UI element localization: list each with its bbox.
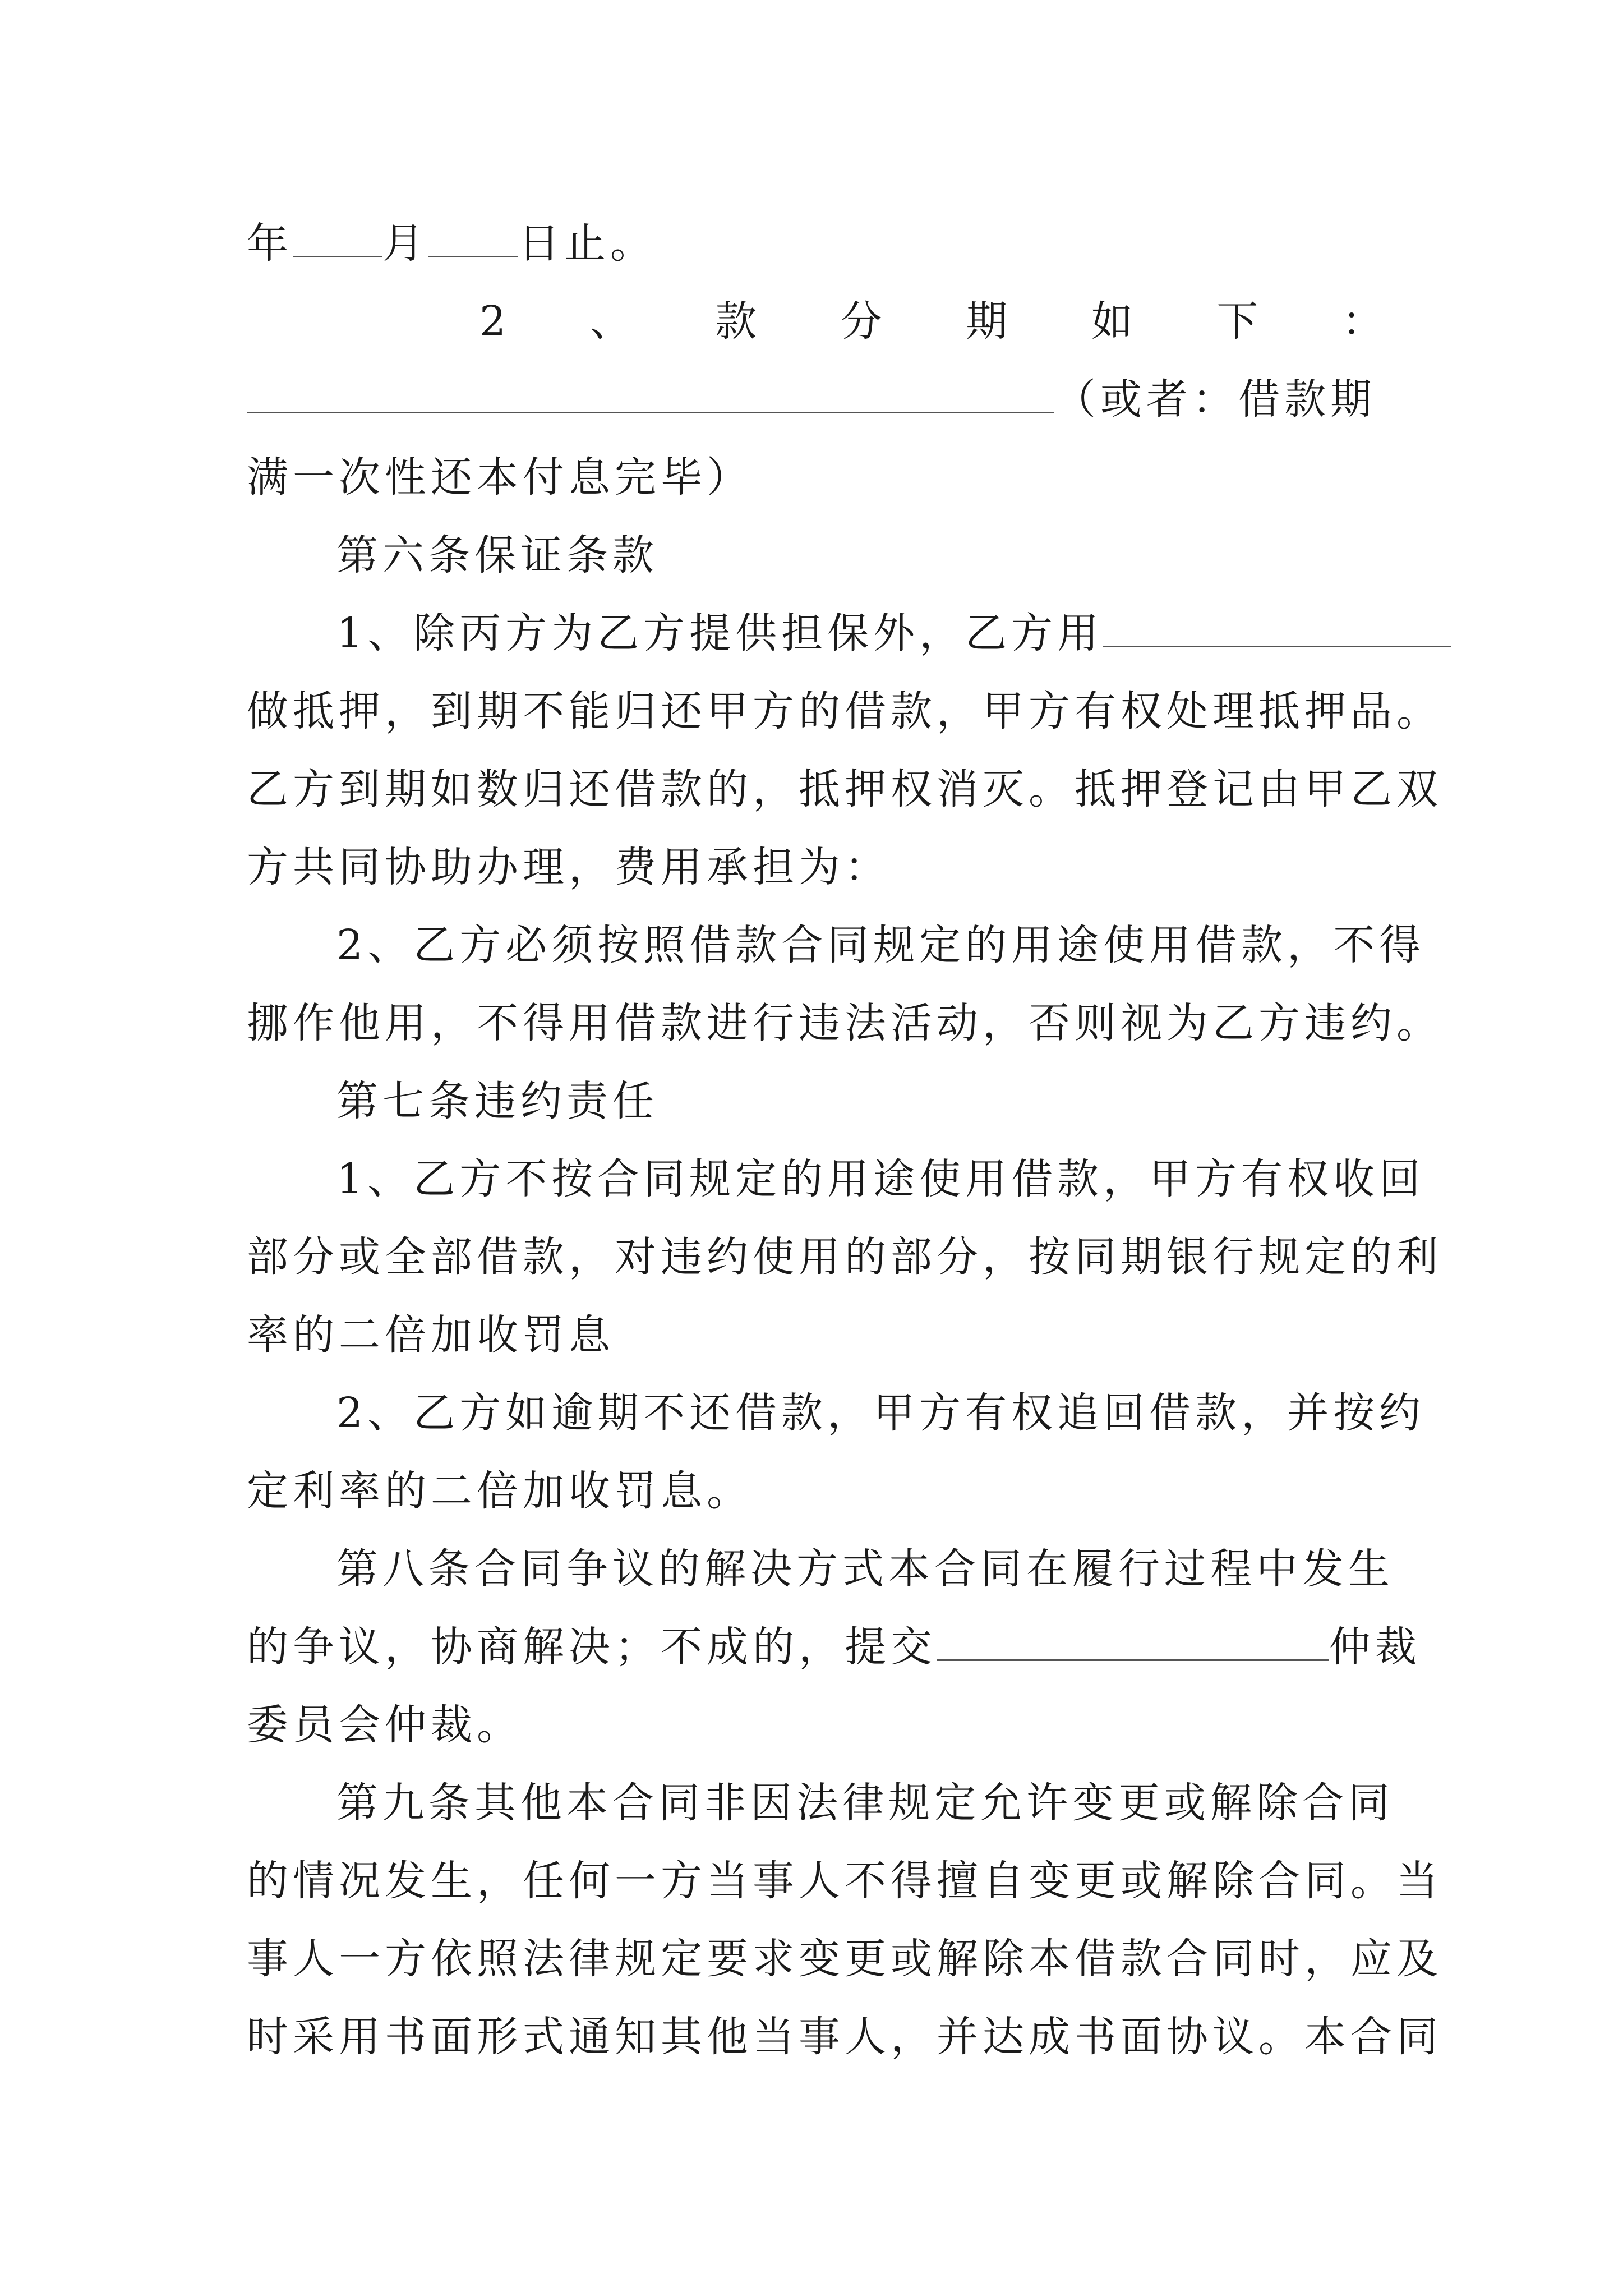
installment-char: 、 bbox=[589, 297, 636, 346]
installment-char: 期 bbox=[966, 297, 1012, 346]
paragraph-line: 定利率的二倍加收罚息。 bbox=[247, 1467, 753, 1515]
paragraph-line: 第八条合同争议的解决方式本合同在履行过程中发生 bbox=[336, 1545, 1394, 1593]
installment-char: 下 bbox=[1216, 297, 1263, 346]
paragraph-line: 乙方到期如数归还借款的，抵押权消灭。抵押登记由甲乙双 bbox=[247, 765, 1442, 813]
paragraph-line: 2、乙方如逾期不还借款，甲方有权追回借款，并按约 bbox=[336, 1389, 1426, 1437]
day-blank bbox=[428, 210, 518, 257]
line-date-end bbox=[247, 204, 1385, 283]
paragraph-line: 挪作他用，不得用借款进行违法活动，否则视为乙方违约。 bbox=[247, 999, 1442, 1047]
day-end-label: 日止。 bbox=[518, 219, 656, 268]
paragraph-line bbox=[247, 828, 1385, 907]
installment-heading bbox=[479, 282, 1388, 361]
collateral-blank bbox=[1103, 600, 1451, 647]
installment-char: ： bbox=[1341, 297, 1388, 346]
paragraph-line: 做抵押，到期不能归还甲方的借款，甲方有权处理抵押品。 bbox=[247, 687, 1442, 735]
paragraph-line: 的情况发生，任何一方当事人不得擅自变更或解除合同。当 bbox=[247, 1857, 1442, 1905]
paragraph-line: 率的二倍加收罚息 bbox=[247, 1311, 615, 1359]
article-heading: 第七条违约责任 bbox=[336, 1077, 658, 1125]
paragraph-line: 委员会仲裁。 bbox=[247, 1701, 523, 1749]
arbitration-suffix: 仲裁 bbox=[1329, 1623, 1421, 1671]
paragraph-line bbox=[247, 1608, 1421, 1686]
paragraph-line: 时采用书面形式通知其他当事人，并达成书面协议。本合同 bbox=[247, 2013, 1442, 2061]
installment-char: 分 bbox=[840, 297, 887, 346]
arbitration-blank bbox=[937, 1613, 1329, 1661]
fee-text: 方共同协助办理，费用承担为： bbox=[247, 843, 891, 891]
paragraph-line: 第九条其他本合同非因法律规定允许变更或解除合同 bbox=[336, 1779, 1394, 1827]
paragraph-line: 1、乙方不按合同规定的用途使用借款，甲方有权收回 bbox=[336, 1155, 1426, 1203]
article-heading: 第六条保证条款 bbox=[336, 531, 658, 579]
paragraph-line bbox=[336, 594, 1385, 673]
paragraph-line: 部分或全部借款，对违约使用的部分，按同期银行规定的利 bbox=[247, 1233, 1442, 1281]
paragraph-line: 事人一方依照法律规定要求变更或解除本借款合同时，应及 bbox=[247, 1935, 1442, 1983]
installment-alt-text: （或者：借款期 bbox=[1054, 375, 1376, 424]
year-label: 年 bbox=[247, 219, 293, 268]
arbitration-text: 的争议，协商解决；不成的，提交 bbox=[247, 1623, 937, 1671]
paragraph-line: 2、乙方必须按照借款合同规定的用途使用借款，不得 bbox=[336, 921, 1426, 969]
month-blank bbox=[293, 210, 382, 257]
installment-blank bbox=[247, 366, 1054, 413]
installment-char: 款 bbox=[715, 297, 762, 346]
installment-char: 如 bbox=[1091, 297, 1137, 346]
paragraph-line: 满一次性还本付息完毕） bbox=[247, 453, 753, 501]
guarantee-text: 1、除丙方为乙方提供担保外，乙方用 bbox=[336, 609, 1104, 657]
installment-char: 2 bbox=[479, 297, 511, 346]
month-label: 月 bbox=[382, 219, 428, 268]
installment-detail-line bbox=[247, 360, 1385, 439]
